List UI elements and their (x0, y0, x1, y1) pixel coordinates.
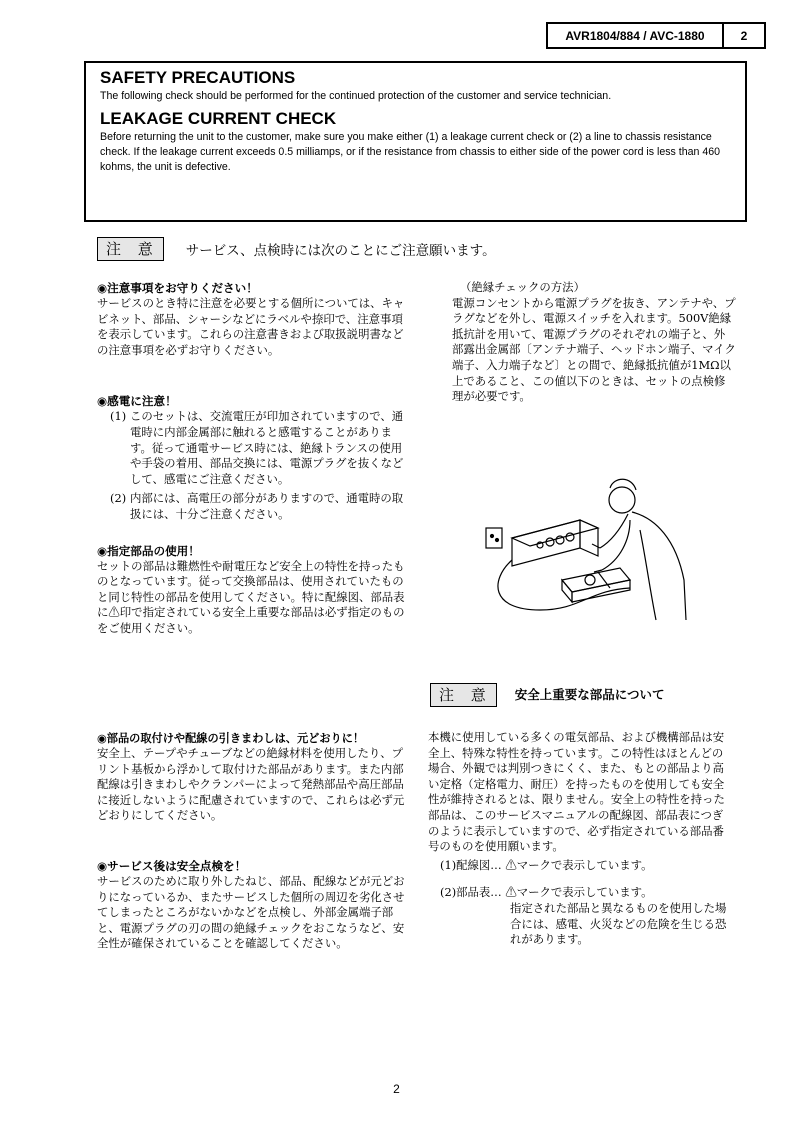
caution-heading: サービス、点検時には次のことにご注意願います。 (185, 243, 496, 259)
leakage-text: Before returning the unit to the customer, make sure you make either (1) a leakage current check or (2) a line to chassis resistance check. If the leakage current exceeds 0.5 milliamps, or if the resistance from chassis to either side of the power cord is less than 460 kohms, the unit is defective. (100, 131, 721, 173)
model-header (546, 22, 766, 49)
section-observe (97, 280, 405, 358)
check-body: 電源コンセントから電源プラグを抜き、アンテナや、プラグなどを外し、電源スイッチを入れます。500V絶縁抵抗計を用いて、電源プラグのそれぞれの端子と、外部露出金属部〔アンテナ端子、ヘッドホン端子、マイク端子、入力端子など〕との間で、絶縁抵抗値が1MΩ以上であること、この値以下のときは、セットの点検修理が必要です。 (452, 295, 736, 404)
section-heading: ◉感電に注意！ (97, 394, 177, 409)
section-heading: ◉サービス後は安全点検を！ (97, 858, 247, 873)
wall-outlet-icon (486, 528, 502, 548)
section-parts (97, 543, 405, 637)
section-heading: ◉部品の取付けや配線の引きまわしは、元どおりに！ (97, 731, 365, 745)
page-number: 2 (393, 1082, 400, 1096)
section-body: サービスのために取り外したねじ、部品、配線などが元どおりになっているか、またサービスした個所の周辺を劣化させてしまったところがないかなどを点検し、外部金属端子部と、電源プラグの刃の間の絶縁チェックをおこなうなど、安全性が確保されていることを確認してください。 (97, 873, 405, 951)
caution-header (97, 237, 496, 261)
caution-tag: 注 意 (97, 237, 164, 261)
list-item: (1) このセットは、交流電圧が印加されていますので、通電時に内部金属部に触れると感電することがあります。従って通電サービス時には、絶縁トランスの使用や手袋の着用、部品交換には、電源プラグを抜くなどして、感電にご注意ください。 (110, 409, 404, 486)
section-mounting (97, 730, 405, 824)
left-column-lower (97, 730, 405, 952)
section-heading: ◉指定部品の使用！ (97, 543, 200, 558)
header-page-number: 2 (740, 28, 748, 43)
parts-section (428, 730, 734, 948)
parts-caution-header (430, 683, 665, 707)
left-column (97, 280, 405, 637)
section-body: サービスのとき特に注意を必要とする個所については、キャビネット、部品、シャーシなどにラベルや捺印で、注意事項を表示しています。これらの注意書きおよび取扱説明書などの注意事項を必ずお守りください。 (97, 296, 405, 357)
model-number: AVR1804/884 / AVC-1880 (548, 24, 724, 47)
caution-tag: 注 意 (430, 683, 497, 707)
list-item: (2)部品表… ⚠マークで表示しています。 (440, 885, 653, 900)
insulation-test-illustration (480, 470, 720, 630)
parts-heading: 安全上重要な部品について (514, 687, 665, 702)
list-item: (2) 内部には、高電圧の部分がありますので、通電時の取扱には、十分ご注意ください。 (110, 491, 404, 521)
check-title: （絶縁チェックの方法） (460, 280, 585, 294)
list-subtext: 指定された部品と異なるものを使用した場合には、感電、火災などの危険を生じる恐れがあります。 (510, 900, 727, 947)
list-item: (1)配線図… ⚠マークで表示しています。 (440, 857, 653, 872)
safety-intro: The following check should be performed for the continued protection of the customer and service technician. (100, 90, 612, 102)
section-heading: ◉注意事項をお守りください！ (97, 281, 258, 295)
safety-box (84, 61, 747, 222)
section-body: セットの部品は難燃性や耐電圧など安全上の特性を持ったものとなっています。従って交換部品は、使用されていたものと同じ特性の部品を使用してください。特に配線図、部品表に⚠印で指定されている安全上重要な部品は必ず指定のものをご使用ください。 (97, 558, 405, 635)
section-after-service (97, 858, 405, 952)
safety-title: SAFETY PRECAUTIONS (100, 68, 296, 87)
section-body: 安全上、テープやチューブなどの絶縁材料を使用したり、プリント基板から浮かして取付けた部品があります。また内部配線は引きまわしやクランパーによって発熱部品や高圧部品に接近しないように配慮されていますので、これらは必ず元どおりにしてください。 (97, 746, 405, 823)
leakage-title: LEAKAGE CURRENT CHECK (100, 109, 337, 128)
insulation-check (452, 280, 736, 405)
parts-body: 本機に使用している多くの電気部品、および機構部品は安全上、特殊な特性を持っています。この特性はほとんどの場合、外観では判別つきにくく、また、もとの部品より高い定格（定格電力、耐圧）を持ったものを使用しても安全性が維持されるとは、限りません。安全上の特性を持った部品は、このサービスマニュアルの配線図、部品表につぎのように表示していますので、必ず指定されている部品番号のものを使用願います。 (428, 730, 725, 854)
technician-icon (609, 487, 635, 513)
section-shock (97, 393, 405, 522)
